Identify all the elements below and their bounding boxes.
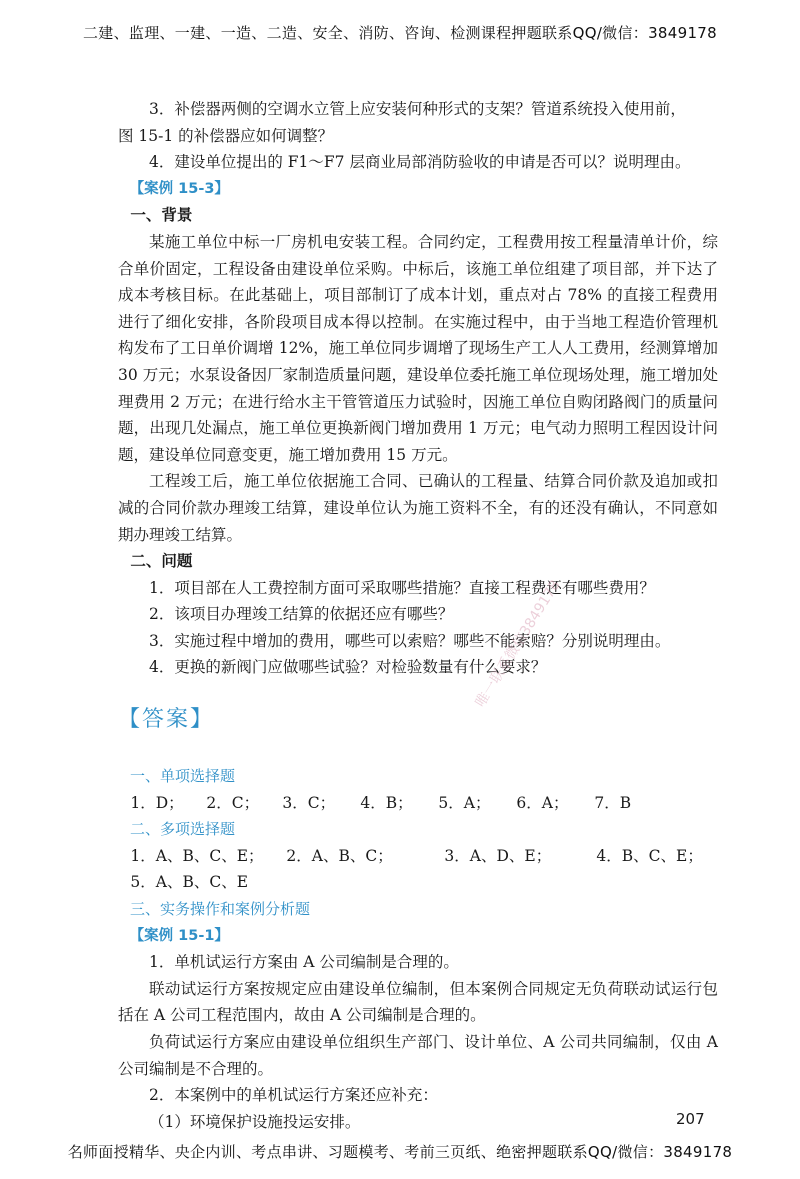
- answer-item: 1．D；: [130, 793, 184, 812]
- multi-choice-answers-row-2: [118, 869, 718, 896]
- questions-heading: 二、问题: [130, 552, 193, 571]
- case-question: 2．该项目办理竣工结算的依据还应有哪些？: [149, 605, 454, 624]
- question-4: 4．建设单位提出的 F1～F7 层商业局部消防验收的申请是否可以？说明理由。: [149, 153, 691, 172]
- answer-item: 5．A、B、C、E: [130, 873, 249, 892]
- answer-2: 2．本案例中的单机试运行方案还应补充：: [149, 1086, 438, 1105]
- answer-item: 2．C；: [206, 793, 260, 812]
- answer-item: 7．B: [594, 793, 632, 812]
- page-content: [118, 96, 718, 1135]
- case-question: 4．更换的新阀门应做哪些试验？对检验数量有什么要求？: [149, 658, 547, 677]
- case-question: 3．实施过程中增加的费用，哪些可以索赔？哪些不能索赔？分别说明理由。: [149, 631, 671, 650]
- question-3-line-1: 3．补偿器两侧的空调水立管上应安装何种形式的支架？管道系统投入使用前，: [149, 100, 686, 118]
- page-number: 207: [676, 1110, 705, 1128]
- case-question: 1．项目部在人工费控制方面可采取哪些措施？直接工程费还有哪些费用？: [149, 578, 655, 597]
- practice-heading: 三、实务操作和案例分析题: [130, 900, 311, 919]
- multi-choice-answers-row-1: [118, 843, 718, 870]
- footer-banner: 名师面授精华、央企内训、考点串讲、习题模考、考前三页纸、绝密押题联系QQ/微信：3849178: [67, 1143, 733, 1161]
- background-paragraph-1: 某施工单位中标一厂房机电安装工程。合同约定，工程费用按工程量清单计价，综合单价固定，工程设备由建设单位采购。中标后，该施工单位组建了项目部，并下达了成本考核目标。在此基础上，项目部制订了成本计划，重点对占 78% 的直接工程费用进行了细化安排，各阶段项目成本得以控制。在实施过程中，由于当地工程造价管理机构发布了工日单价调增 12%，施工单位同步调增了现场生产工人人工费用，经测算增加 30 万元；水泵设备因厂家制造质量问题，建设单位委托施工单位现场处理，施工增加处理费用 2 万元；在进行给水主干管管道压力试验时，因施工单位自购闭路阀门的质量问题，出现几处漏点，施工单位更换新阀门增加费用 1 万元；电气动力照明工程因设计问题，建设单位同意变更，施工增加费用 15 万元。: [118, 232, 718, 464]
- answer-1: 1．单机试运行方案由 A 公司编制是合理的。: [149, 953, 459, 972]
- watermark: 唯一联系微信3849178: [472, 577, 564, 711]
- answer-item: 5．A；: [438, 793, 491, 812]
- answer-item: 4．B；: [360, 793, 413, 812]
- answer-item: 4．B、C、E；: [596, 846, 703, 865]
- answer-item: 3．A、D、E；: [444, 846, 552, 865]
- background-heading: 一、背景: [130, 206, 193, 225]
- answer-item: 1．A、B、C、E；: [130, 846, 264, 865]
- background-paragraph-2: 工程竣工后，施工单位依据施工合同、已确认的工程量、结算合同价款及追加或扣减的合同价款办理竣工结算，建设单位认为施工资料不全，有的还没有确认，不同意如期办理竣工结算。: [118, 472, 718, 544]
- answer-1-paragraph-2: 联动试运行方案按规定应由建设单位编制，但本案例合同规定无负荷联动试运行包括在 A 公司工程范围内，故由 A 公司编制是合理的。: [118, 979, 718, 1025]
- header-banner: 二建、监理、一建、一造、二造、安全、消防、咨询、检测课程押题联系QQ/微信：3849178: [83, 24, 717, 42]
- question-3-line-2: 图 15-1 的补偿器应如何调整？: [118, 126, 334, 145]
- single-choice-heading: 一、单项选择题: [130, 767, 236, 786]
- answers-heading: 【答案】: [118, 707, 215, 733]
- answer-2-item-1: （1）环境保护设施投运安排。: [149, 1112, 361, 1131]
- single-choice-answers: [118, 790, 718, 817]
- case-15-3-title: 【案例 15-3】: [129, 180, 229, 197]
- case-15-1-title: 【案例 15-1】: [129, 927, 229, 944]
- answer-item: 2．A、B、C；: [286, 846, 393, 865]
- multi-choice-heading: 二、多项选择题: [130, 820, 236, 839]
- answer-item: 6．A；: [516, 793, 569, 812]
- answer-item: 3．C；: [282, 793, 336, 812]
- answer-1-paragraph-3: 负荷试运行方案应由建设单位组织生产部门、设计单位、A 公司共同编制，仅由 A 公司编制是不合理的。: [118, 1033, 718, 1078]
